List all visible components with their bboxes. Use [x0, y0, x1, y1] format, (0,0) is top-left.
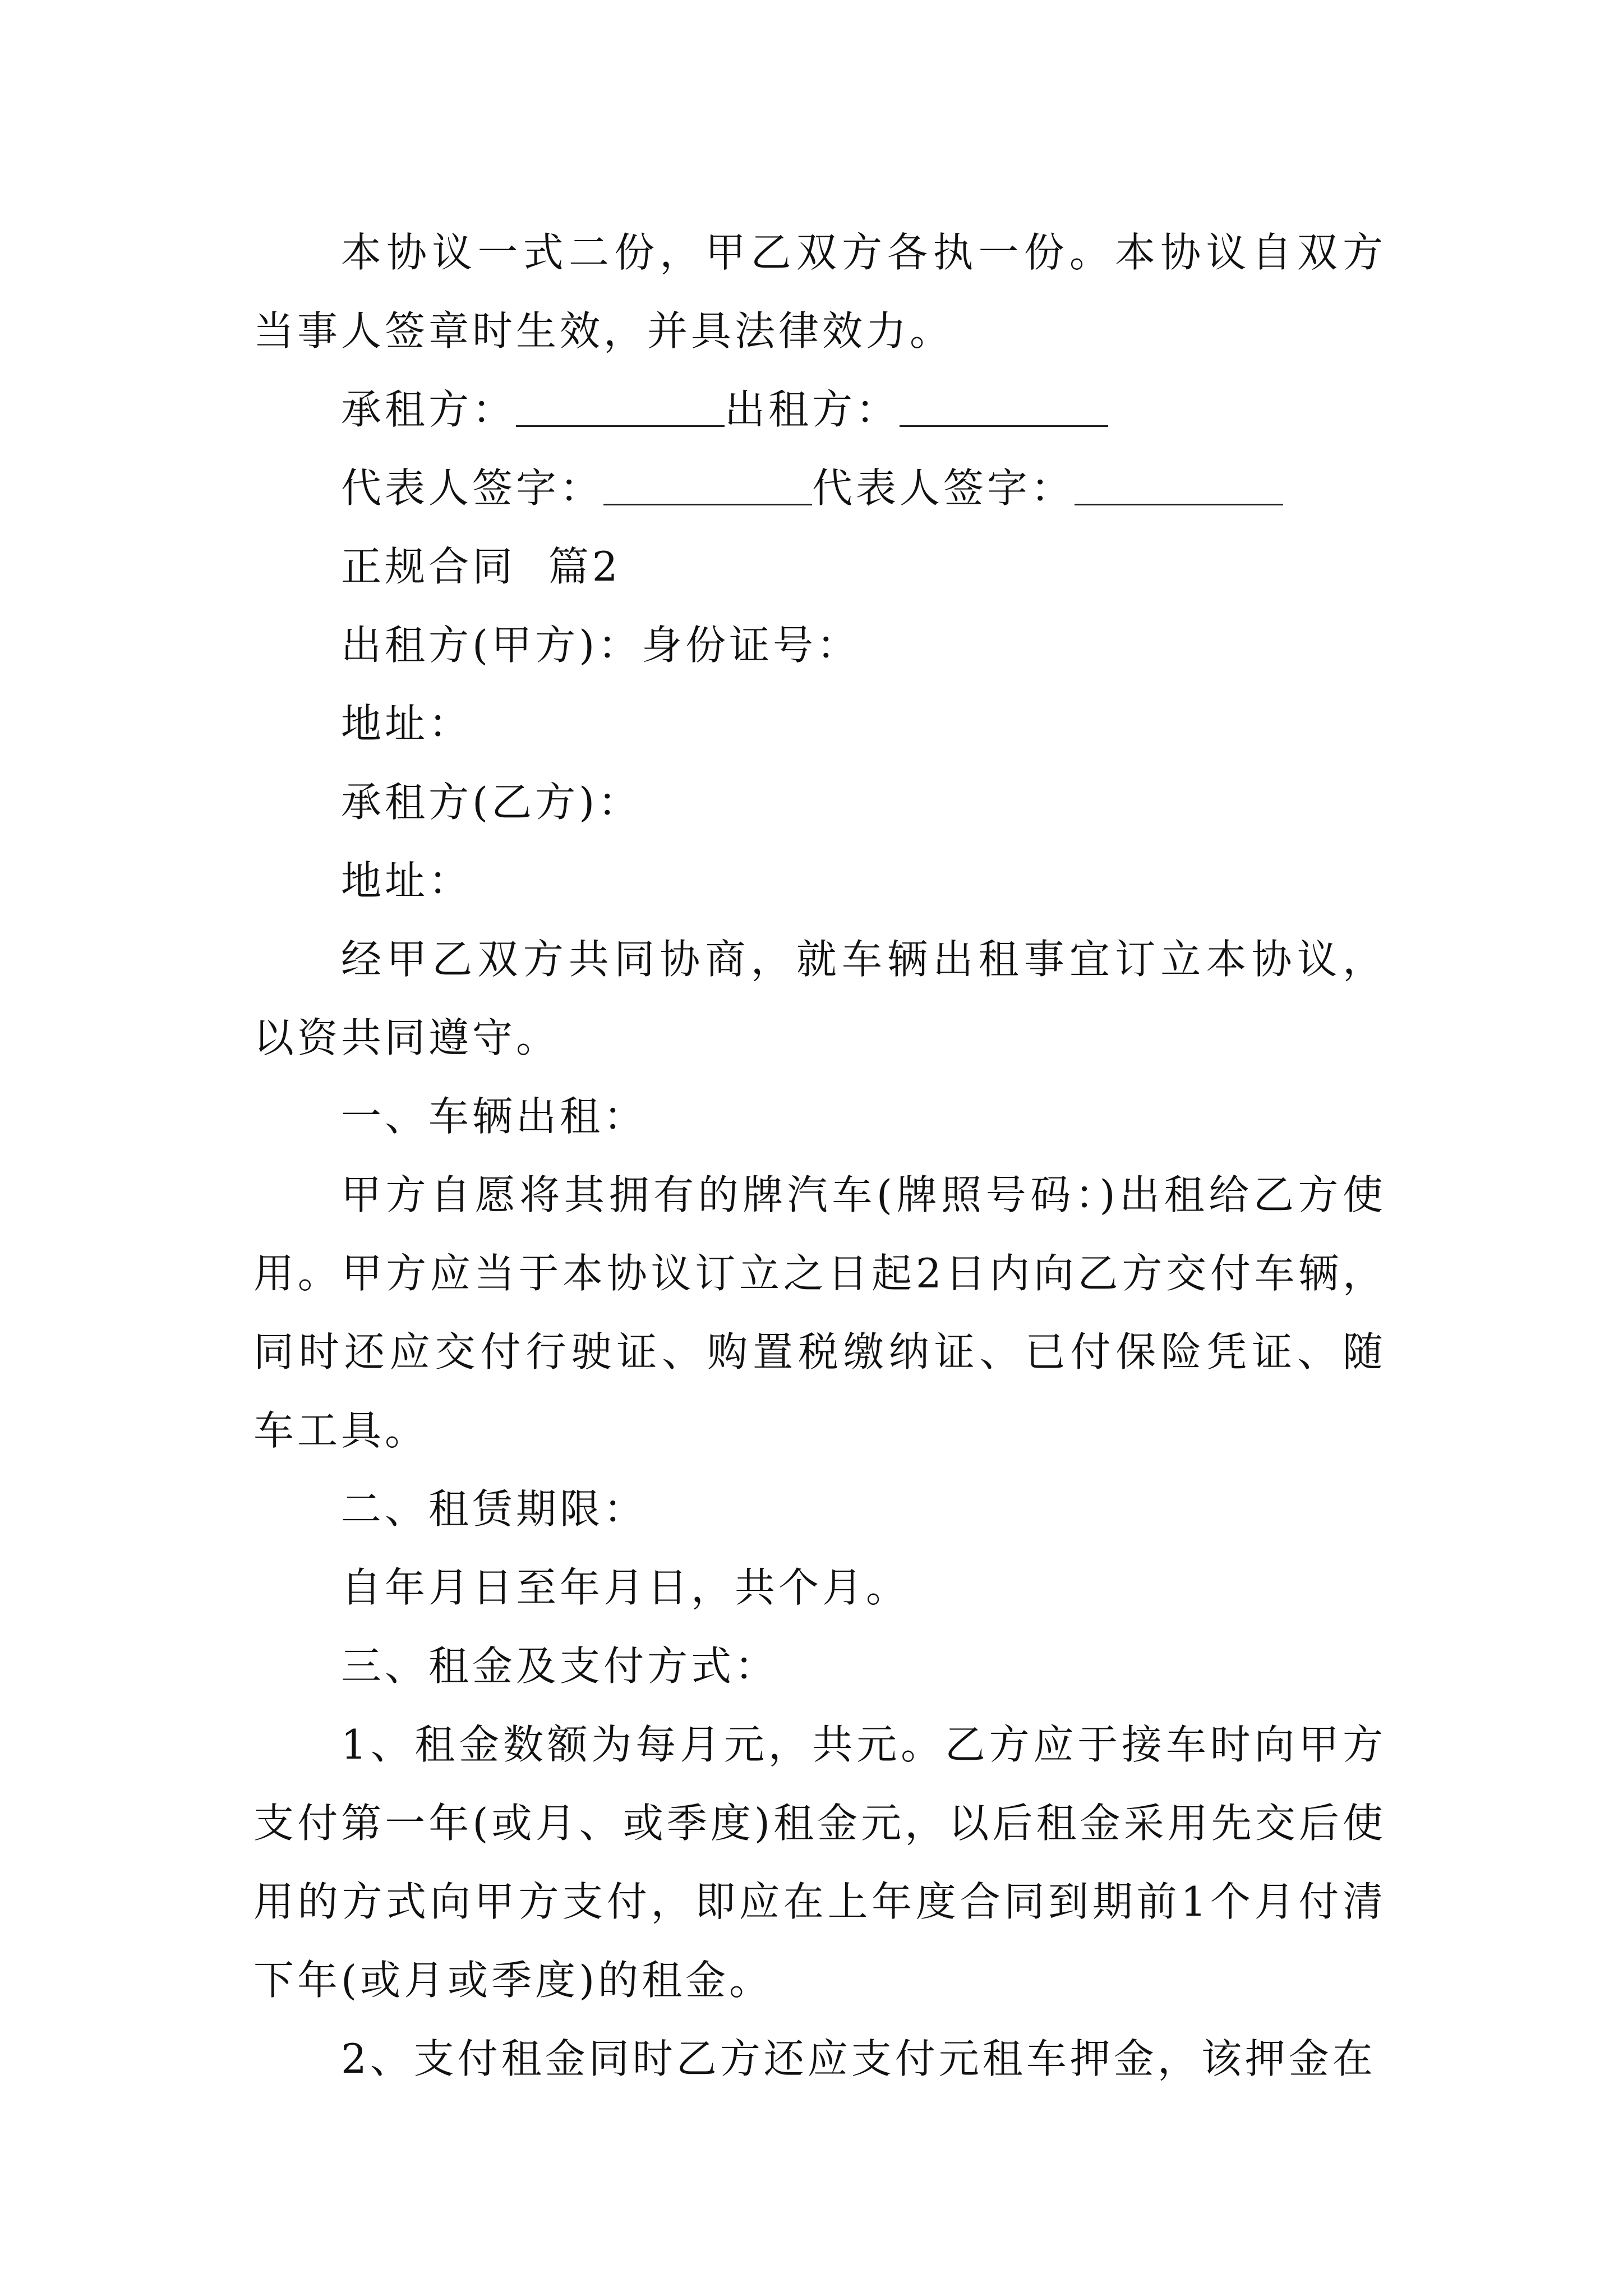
- heading-vehicle-rental: 一、车辆出租：: [341, 1093, 648, 1140]
- lessee-signature-blank: [516, 392, 725, 427]
- section-title: 正规合同 篇2: [341, 543, 621, 590]
- signature-row-parties: [253, 370, 1386, 449]
- clause-lease-term: 自年月日至年月日，共个月。: [341, 1564, 910, 1611]
- document-body: [253, 213, 1386, 2098]
- lessor-label: 出租方：: [725, 386, 900, 433]
- representative-label-right: 代表人签字：: [812, 464, 1075, 512]
- party-b-address: 地址：: [341, 857, 473, 904]
- signature-row-representatives: [253, 449, 1386, 527]
- heading-lease-term: 二、租赁期限：: [341, 1485, 648, 1533]
- heading-rent-payment: 三、租金及支付方式：: [341, 1642, 779, 1690]
- clause-vehicle-rental: 甲方自愿将其拥有的牌汽车(牌照号码：)出租给乙方使用。甲方应当于本协议订立之日起2日内向乙方交付车辆，同时还应交付行驶证、购置税缴纳证、已付保险凭证、随车工具。: [253, 1171, 1386, 1454]
- lessor-signature-blank: [900, 392, 1108, 427]
- clause-deposit: 2、支付租金同时乙方还应支付元租车押金，该押金在: [341, 2035, 1376, 2082]
- party-a-line: 出租方(甲方)：身份证号：: [341, 622, 861, 669]
- agreement-copies-paragraph: 本协议一式二份，甲乙双方各执一份。本协议自双方当事人签章时生效，并具法律效力。: [253, 229, 1386, 355]
- representative-signature-blank-left: [603, 470, 812, 505]
- party-b-line: 承租方(乙方)：: [341, 779, 642, 826]
- lessee-label: 承租方：: [341, 386, 517, 433]
- intro-paragraph: 经甲乙双方共同协商，就车辆出租事宜订立本协议，以资共同遵守。: [253, 936, 1386, 1061]
- party-a-address: 地址：: [341, 700, 473, 747]
- representative-signature-blank-right: [1075, 470, 1283, 505]
- representative-label-left: 代表人签字：: [341, 464, 604, 512]
- clause-rent-amount: 1、租金数额为每月元，共元。乙方应于接车时向甲方支付第一年(或月、或季度)租金元，以后租金采用先交后使用的方式向甲方支付，即应在上年度合同到期前1个月付清下年(或月或季度)的租金。: [253, 1721, 1386, 2004]
